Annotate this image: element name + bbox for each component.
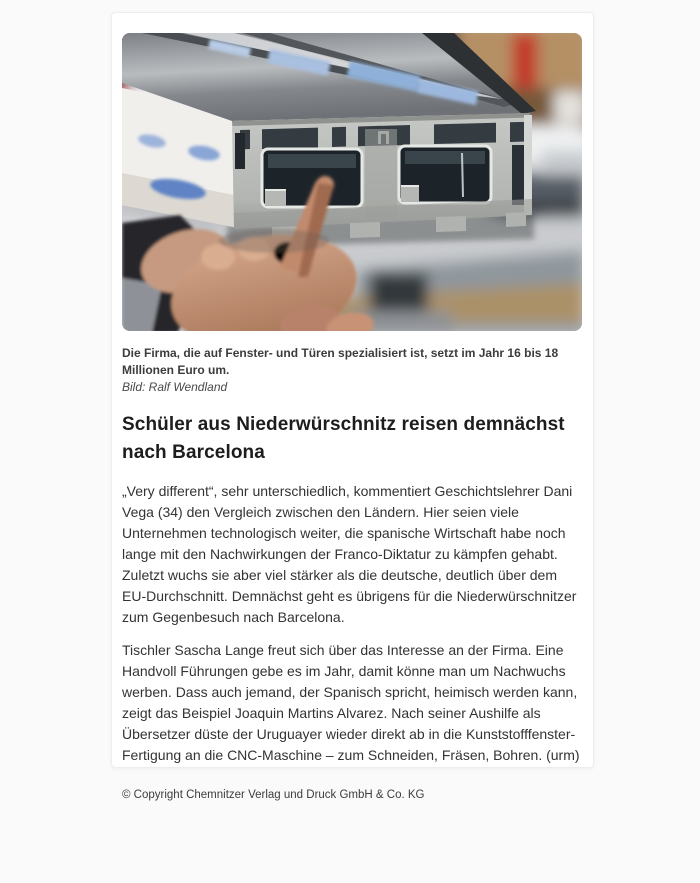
article-paragraph-1: „Very different“, sehr unterschiedlich, kommentiert Geschichtslehrer Dani Vega (34) den Vergleich zwischen den Ländern. Hier seien viele Unternehmen technologisch weiter, die spanische Wirtschaft habe noch lange mit den Nachwirkungen der Franco-Diktatur zu kämpfen gehabt. Zuletzt wuchs sie aber viel stärker als die deutsche, deutlich über dem EU-Durchschnitt. Demnächst geht es übrigens für die Niederwürschnitzer zum Gegenbesuch nach Barcelona. [122, 483, 577, 625]
article-photo [122, 33, 582, 331]
photo-caption-text: Die Firma, die auf Fenster- und Türen spezialisiert ist, setzt im Jahr 16 bis 18 Millionen Euro um. [122, 346, 559, 377]
copyright-notice: © Copyright Chemnitzer Verlag und Druck GmbH & Co. KG [122, 789, 425, 801]
photo-caption [122, 345, 582, 396]
article-paragraph-2: Tischler Sascha Lange freut sich über das Interesse an der Firma. Eine Handvoll Führungen gebe es im Jahr, damit könne man um Nachwuchs werben. Dass auch jemand, der Spanisch spricht, heimisch werden kann, zeigt das Beispiel Joaquin Martins Alvarez. Nach seiner Aushilfe als Übersetzer düste der Uruguayer wieder direkt ab in die Kunststofffenster-Fertigung an die CNC-Maschine – zum Schneiden, Fräsen, Bohren. (urm) [122, 642, 580, 763]
photo-illustration [122, 33, 582, 331]
photo-credit: Bild: Ralf Wendland [122, 380, 228, 394]
article-headline: Schüler aus Niederwürschnitz reisen demnächst nach Barcelona [122, 414, 565, 463]
article-card [111, 12, 594, 801]
